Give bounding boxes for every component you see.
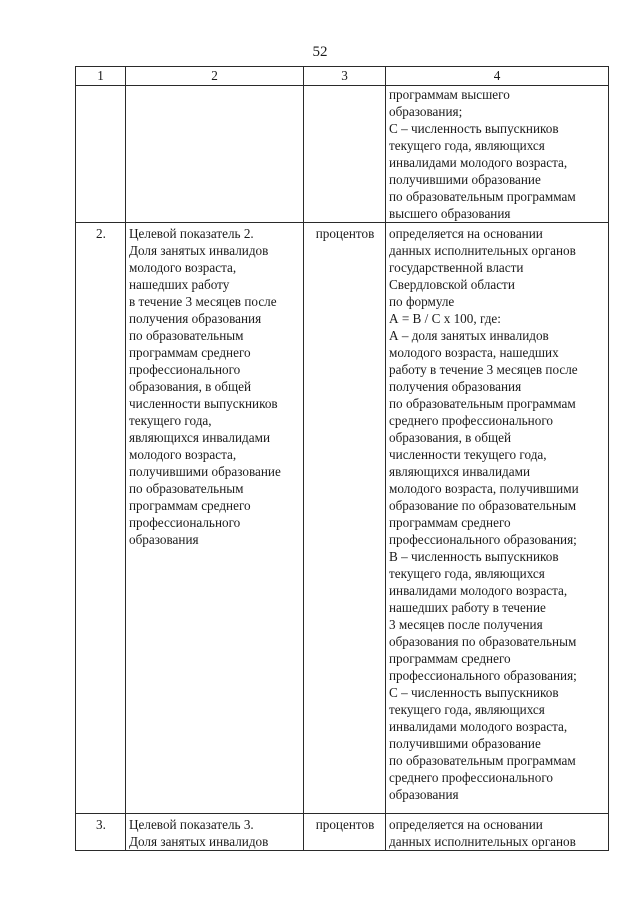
indicator-name-line: профессионального xyxy=(129,362,241,377)
indicator-name-line: Доля занятых инвалидов xyxy=(129,834,269,849)
indicator-name-line: программам среднего xyxy=(129,498,251,513)
header-col-2: 2 xyxy=(126,67,304,86)
calculation-method-line: программам среднего xyxy=(389,651,511,666)
calculation-method-line: высшего образования xyxy=(389,206,511,221)
indicator-name-line: молодого возраста, xyxy=(129,447,237,462)
calculation-method-line: А = В / С х 100, где: xyxy=(389,311,501,326)
calculation-method-line: текущего года, являющихся xyxy=(389,566,545,581)
calculation-method-line: образования; xyxy=(389,104,463,119)
calculation-method-line: среднего профессионального xyxy=(389,770,553,785)
row-number-cell xyxy=(76,86,126,223)
table-row xyxy=(76,86,609,223)
table-row xyxy=(76,814,609,851)
calculation-method-line: получившими образование xyxy=(389,736,541,751)
calculation-method-line: текущего года, являющихся xyxy=(389,702,545,717)
calculation-method-line: профессионального образования; xyxy=(389,668,577,683)
calculation-method-line: профессионального образования; xyxy=(389,532,577,547)
calculation-method-line: текущего года, являющихся xyxy=(389,138,545,153)
calculation-method-line: инвалидами молодого возраста, xyxy=(389,583,568,598)
calculation-method-line: инвалидами молодого возраста, xyxy=(389,719,568,734)
calculation-method-line: работу в течение 3 месяцев после xyxy=(389,362,578,377)
calculation-method-line: по образовательным программам xyxy=(389,396,576,411)
calculation-method-line: по формуле xyxy=(389,294,455,309)
calculation-method-line: программам среднего xyxy=(389,515,511,530)
indicator-name-line: Целевой показатель 3. xyxy=(129,817,254,832)
unit-cell: процентов xyxy=(304,223,386,814)
calculation-method-line: образование по образовательным xyxy=(389,498,577,513)
indicator-name-line: программам среднего xyxy=(129,345,251,360)
indicator-name-line: численности выпускников xyxy=(129,396,278,411)
calculation-method-line: инвалидами молодого возраста, xyxy=(389,155,568,170)
indicator-name-line: получившими образование xyxy=(129,464,281,479)
row-number-cell: 2. xyxy=(76,223,126,814)
indicator-name-line: Доля занятых инвалидов xyxy=(129,243,269,258)
calculation-method-line: молодого возраста, нашедших xyxy=(389,345,559,360)
indicator-name-line: текущего года, xyxy=(129,413,212,428)
calculation-method-line: молодого возраста, получившими xyxy=(389,481,579,496)
header-col-3: 3 xyxy=(304,67,386,86)
header-col-1: 1 xyxy=(76,67,126,86)
calculation-method-line: получения образования xyxy=(389,379,522,394)
calculation-method-line: 3 месяцев после получения xyxy=(389,617,543,632)
calculation-method-line: данных исполнительных органов xyxy=(389,834,576,849)
calculation-method-line: определяется на основании xyxy=(389,226,543,241)
indicator-name-line: профессионального xyxy=(129,515,241,530)
indicator-name-line: нашедших работу xyxy=(129,277,230,292)
indicator-name-line: получения образования xyxy=(129,311,262,326)
calculation-method-line: С – численность выпускников xyxy=(389,121,559,136)
unit-cell: процентов xyxy=(304,814,386,851)
calculation-method-line: образования xyxy=(389,787,459,802)
indicator-name-line: по образовательным xyxy=(129,481,244,496)
indicator-name-line: по образовательным xyxy=(129,328,244,343)
calculation-method-line: данных исполнительных органов xyxy=(389,243,576,258)
calculation-method-cell xyxy=(386,814,609,851)
calculation-method-line: являющихся инвалидами xyxy=(389,464,530,479)
calculation-method-cell xyxy=(386,86,609,223)
calculation-method-line: государственной власти xyxy=(389,260,524,275)
row-number-cell: 3. xyxy=(76,814,126,851)
table-header-row xyxy=(76,67,609,86)
indicator-name-line: являющихся инвалидами xyxy=(129,430,270,445)
calculation-method-line: В – численность выпускников xyxy=(389,549,559,564)
table-row xyxy=(76,223,609,814)
calculation-method-line: С – численность выпускников xyxy=(389,685,559,700)
header-col-4: 4 xyxy=(386,67,609,86)
calculation-method-cell xyxy=(386,223,609,814)
indicators-table xyxy=(75,66,609,851)
page-number: 52 xyxy=(312,44,328,60)
indicator-name-cell xyxy=(126,814,304,851)
calculation-method-line: получившими образование xyxy=(389,172,541,187)
indicator-name-line: в течение 3 месяцев после xyxy=(129,294,277,309)
indicator-name-cell xyxy=(126,86,304,223)
calculation-method-line: Свердловской области xyxy=(389,277,515,292)
calculation-method-line: численности текущего года, xyxy=(389,447,547,462)
calculation-method-line: нашедших работу в течение xyxy=(389,600,546,615)
calculation-method-line: образования по образовательным xyxy=(389,634,577,649)
indicator-name-line: молодого возраста, xyxy=(129,260,237,275)
indicator-name-line: образования, в общей xyxy=(129,379,252,394)
indicator-name-line: Целевой показатель 2. xyxy=(129,226,254,241)
indicator-name-cell xyxy=(126,223,304,814)
calculation-method-line: определяется на основании xyxy=(389,817,543,832)
calculation-method-line: программам высшего xyxy=(389,87,510,102)
calculation-method-line: по образовательным программам xyxy=(389,753,576,768)
calculation-method-line: по образовательным программам xyxy=(389,189,576,204)
calculation-method-line: среднего профессионального xyxy=(389,413,553,428)
unit-cell xyxy=(304,86,386,223)
calculation-method-line: образования, в общей xyxy=(389,430,512,445)
calculation-method-line: А – доля занятых инвалидов xyxy=(389,328,549,343)
indicator-name-line: образования xyxy=(129,532,199,547)
